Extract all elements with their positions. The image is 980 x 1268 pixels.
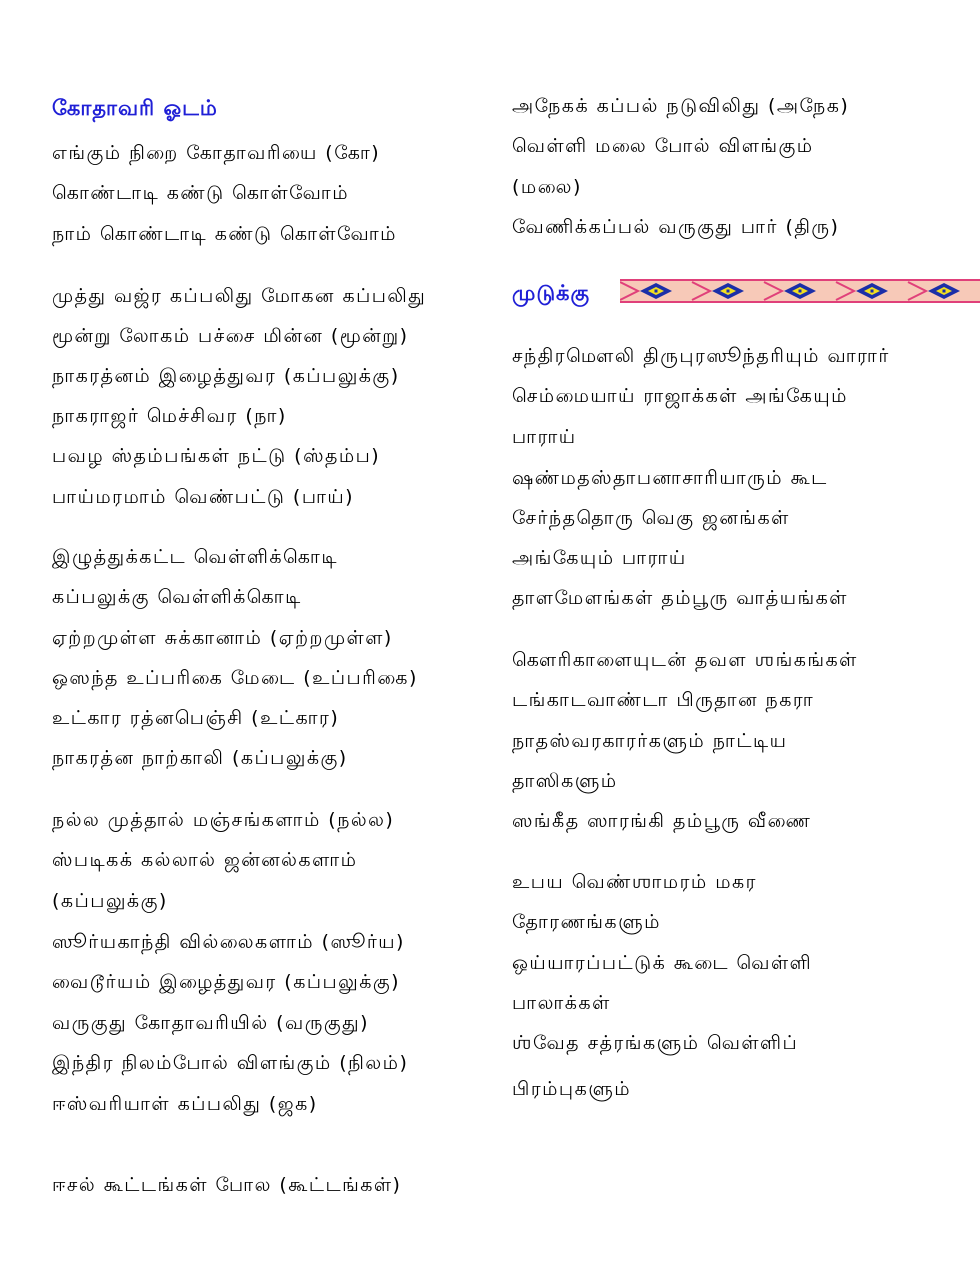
verse-line: ஸங்கீத ஸாரங்கி தம்பூரு வீணை (512, 810, 812, 832)
verse-line: உபய வெண்ஶாமரம் மகர (512, 871, 757, 893)
verse-line: நாம் கொண்டாடி கண்டு கொள்வோம் (52, 223, 397, 245)
verse-line: பாராய் (512, 426, 577, 448)
verse-line: அங்கேயும் பாராய் (512, 547, 687, 569)
verse-line: முத்து வஜ்ர கப்பலிது மோகன கப்பலிது (52, 285, 427, 307)
verse-line: தாளமேளங்கள் தம்பூரு வாத்யங்கள் (512, 587, 848, 609)
verse-line: (மலை) (512, 176, 582, 198)
decorative-border-band (620, 279, 980, 303)
ornament-dot (727, 290, 730, 293)
verse-line: நல்ல முத்தால் மஞ்சங்களாம் (நல்ல) (52, 809, 395, 831)
verse-line: பாய்மரமாம் வெண்பட்டு (பாய்) (52, 486, 355, 508)
verse-line: எங்கும் நிறை கோதாவரியை (கோ) (52, 142, 381, 164)
verse-line: நாகராஜர் மெச்சிவர (நா) (52, 405, 287, 427)
verse-line: ஏற்றமுள்ள சுக்கானாம் (ஏற்றமுள்ள) (52, 627, 393, 649)
ornament-dot (799, 290, 802, 293)
verse-line: நாகரத்ன நாற்காலி (கப்பலுக்கு) (52, 747, 348, 769)
verse-line: ஶ்வேத சத்ரங்களும் வெள்ளிப் (512, 1032, 799, 1054)
verse-line: இழுத்துக்கட்ட வெள்ளிக்கொடி (52, 546, 338, 568)
verse-line: மூன்று லோகம் பச்சை மின்ன (மூன்று) (52, 325, 409, 347)
verse-line: ஷண்மதஸ்தாபனாசாரியாரும் கூட (512, 467, 828, 489)
verse-line: வருகுது கோதாவரியில் (வருகுது) (52, 1012, 369, 1034)
verse-line: (கப்பலுக்கு) (52, 890, 168, 912)
verse-line: ஈசல் கூட்டங்கள் போல (கூட்டங்கள்) (52, 1174, 402, 1196)
verse-line: இந்திர நிலம்போல் விளங்கும் (நிலம்) (52, 1052, 409, 1074)
verse-line: ஈஸ்வரியாள் கப்பலிது (ஜக) (52, 1093, 318, 1115)
ornament-dot (871, 290, 874, 293)
verse-line: பாலாக்கள் (512, 992, 611, 1014)
section-heading-godavari: கோதாவரி ஓடம் (52, 96, 218, 120)
verse-line: பிரம்புகளும் (512, 1078, 632, 1100)
verse-line: சந்திரமௌலி திருபுரஸூந்தரியும் வாரார் (512, 345, 890, 367)
verse-line: வெள்ளி மலை போல் விளங்கும் (512, 135, 814, 157)
verse-line: ஒய்யாரப்பட்டுக் கூடை வெள்ளி (512, 952, 813, 974)
verse-line: சேர்ந்ததொரு வெகு ஜனங்கள் (512, 507, 790, 529)
verse-line: செம்மையாய் ராஜாக்கள் அங்கேயும் (512, 385, 848, 407)
verse-line: உட்கார ரத்னபெஞ்சி (உட்கார) (52, 707, 340, 729)
ornament-pattern (620, 279, 980, 303)
verse-line: தோரணங்களும் (512, 911, 661, 933)
verse-line: வேணிக்கப்பல் வருகுது பார் (திரு) (512, 216, 840, 238)
verse-line: வைடூர்யம் இழைத்துவர (கப்பலுக்கு) (52, 971, 401, 993)
verse-line: பவழ ஸ்தம்பங்கள் நட்டு (ஸ்தம்ப) (52, 445, 381, 467)
verse-line: கப்பலுக்கு வெள்ளிக்கொடி (52, 586, 302, 608)
verse-line: கௌரிகாளையுடன் தவள ஶங்கங்கள் (512, 649, 858, 671)
verse-line: அநேகக் கப்பல் நடுவிலிது (அநேக) (512, 95, 850, 117)
verse-line: டங்காடவாண்டா பிருதான நகரா (512, 689, 815, 711)
verse-line: ஒஸந்த உப்பரிகை மேடை (உப்பரிகை) (52, 667, 418, 689)
verse-line: கொண்டாடி கண்டு கொள்வோம் (52, 182, 349, 204)
verse-line: ஸூர்யகாந்தி வில்லைகளாம் (ஸூர்ய) (52, 931, 405, 953)
ornament-dot (655, 290, 658, 293)
verse-line: நாதஸ்வரகாரர்களும் நாட்டிய (512, 730, 788, 752)
section-heading-mudukku: முடுக்கு (512, 281, 591, 305)
verse-line: தாஸிகளும் (512, 770, 618, 792)
ornament-dot (943, 290, 946, 293)
verse-line: நாகரத்னம் இழைத்துவர (கப்பலுக்கு) (52, 365, 400, 387)
verse-line: ஸ்படிகக் கல்லால் ஜன்னல்களாம் (52, 849, 358, 871)
